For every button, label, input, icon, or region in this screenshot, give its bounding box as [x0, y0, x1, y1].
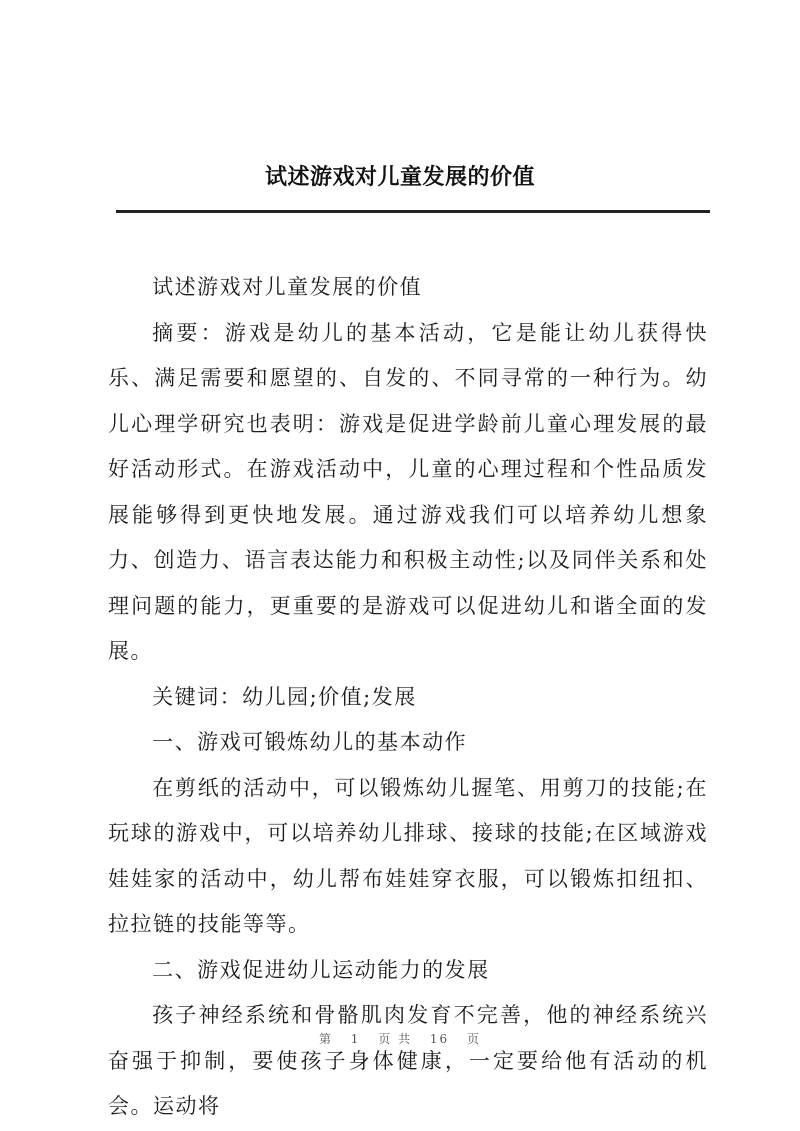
- section-heading-1: 一、游戏可锻炼幼儿的基本动作: [152, 730, 468, 754]
- paragraph-section-2: 孩子神经系统和骨骼肌肉发育不完善，他的神经系统兴奋强于抑制，要使孩子身体健康，一定要给他有活动的机会。运动将: [108, 1003, 708, 1118]
- title-divider: [116, 210, 710, 213]
- page-title: 试述游戏对儿童发展的价值: [264, 165, 535, 190]
- paragraph-keywords: 关键词：幼儿园;价值;发展: [152, 684, 417, 709]
- document-body: [108, 265, 708, 1130]
- paragraph-section-1: 在剪纸的活动中，可以锻炼幼儿握笔、用剪刀的技能;在玩球的游戏中，可以培养幼儿排球、接球的技能;在区域游戏娃娃家的活动中，幼儿帮布娃娃穿衣服，可以锻炼扣纽扣、拉拉链的技能等等。: [108, 775, 708, 936]
- paragraph-abstract: 摘要：游戏是幼儿的基本活动，它是能让幼儿获得快乐、满足需要和愿望的、自发的、不同寻常的一种行为。幼儿心理学研究也表明：游戏是促进学龄前儿童心理发展的最好活动形式。在游戏活动中，儿童的心理过程和个性品质发展能够得到更快地发展。通过游戏我们可以培养幼儿想象力、创造力、语言表达能力和积极主动性;以及同伴关系和处理问题的能力，更重要的是游戏可以促进幼儿和谐全面的发展。: [108, 320, 708, 663]
- paragraph-heading-repeat: 试述游戏对儿童发展的价值: [152, 275, 423, 299]
- current-page-number: 1: [350, 1032, 361, 1046]
- section-heading-2: 二、游戏促进幼儿运动能力的发展: [152, 957, 490, 982]
- total-page-count: 16: [429, 1032, 450, 1046]
- footer-prefix: 第: [318, 1032, 333, 1046]
- page-footer: [0, 1030, 800, 1047]
- footer-suffix: 页: [467, 1032, 482, 1046]
- footer-mid: 页 共: [378, 1032, 413, 1046]
